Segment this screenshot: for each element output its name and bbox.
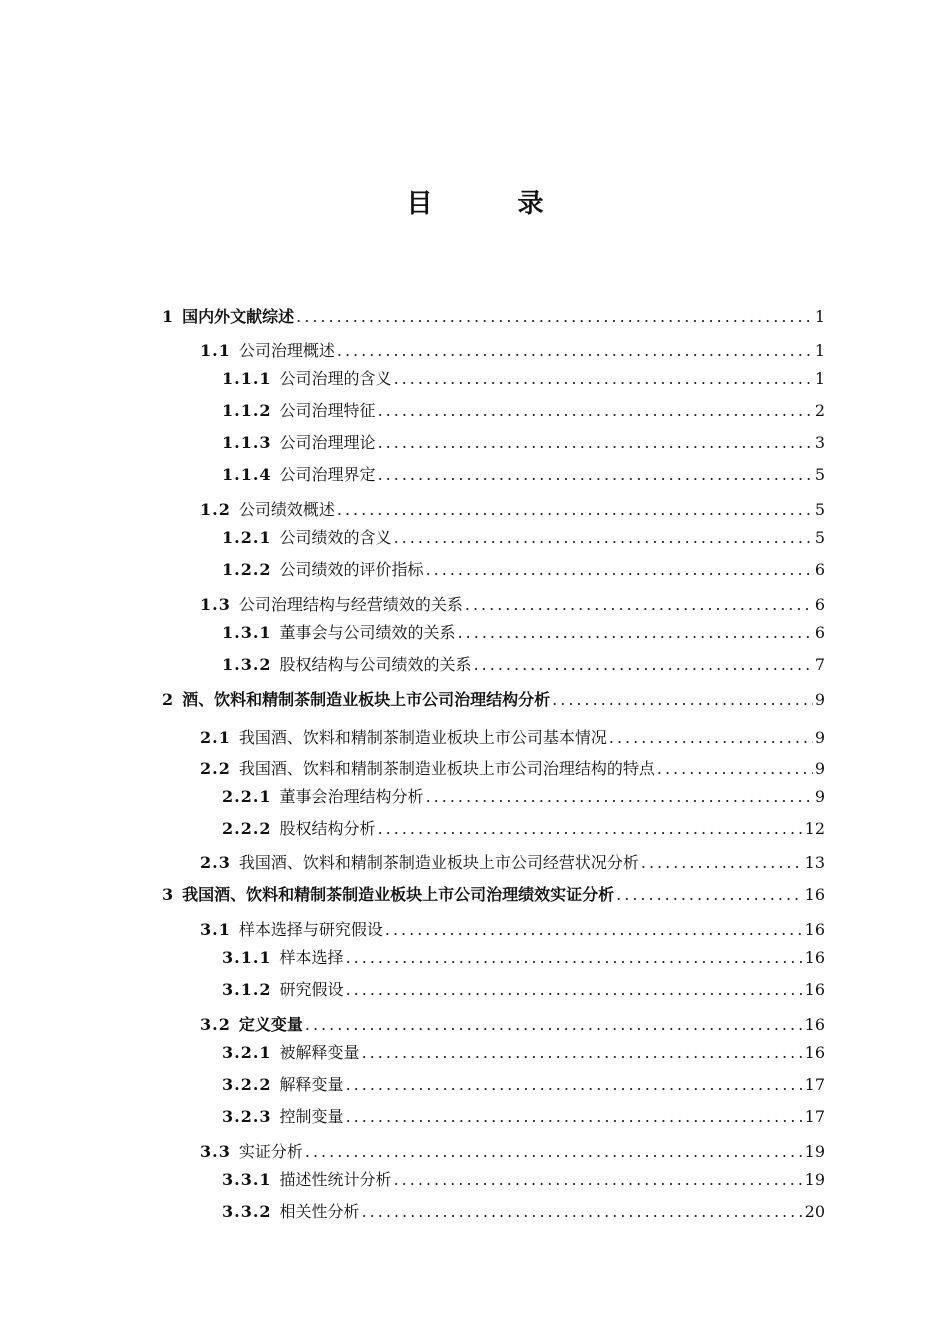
toc-leader-dots bbox=[305, 1014, 803, 1036]
toc-entry-label: 公司治理界定 bbox=[279, 465, 376, 484]
toc-title: 目 录 bbox=[406, 189, 582, 219]
toc-entry-page: 16 bbox=[804, 980, 825, 999]
toc-leader-dots bbox=[394, 1169, 803, 1191]
toc-entry-page: 13 bbox=[804, 853, 825, 872]
toc-entry-page: 5 bbox=[814, 500, 825, 519]
toc-entry[interactable] bbox=[222, 400, 825, 422]
toc-entry-page: 20 bbox=[804, 1202, 825, 1221]
toc-leader-dots bbox=[305, 1141, 803, 1163]
toc-leader-dots bbox=[346, 979, 803, 1001]
toc-entry-page: 9 bbox=[814, 728, 825, 747]
toc-leader-dots bbox=[346, 947, 803, 969]
toc-entry-label: 公司绩效概述 bbox=[238, 500, 335, 519]
toc-leader-dots bbox=[465, 594, 813, 616]
toc-entry-number: 1.1.4 bbox=[222, 465, 272, 484]
toc-entry-label: 描述性统计分析 bbox=[279, 1170, 392, 1189]
toc-entry[interactable] bbox=[222, 654, 825, 676]
toc-entry[interactable] bbox=[222, 818, 825, 840]
toc-entry-page: 5 bbox=[814, 465, 825, 484]
toc-entry-label: 我国酒、饮料和精制茶制造业板块上市公司基本情况 bbox=[238, 728, 607, 747]
toc-entry-label: 酒、饮料和精制茶制造业板块上市公司治理结构分析 bbox=[182, 690, 551, 709]
toc-entry-page: 2 bbox=[814, 401, 825, 420]
toc-entry-page: 6 bbox=[814, 595, 825, 614]
toc-entry[interactable] bbox=[222, 1074, 825, 1096]
toc-entry-page: 16 bbox=[804, 920, 825, 939]
toc-entry[interactable] bbox=[200, 1141, 825, 1163]
toc-entry-page: 19 bbox=[804, 1142, 825, 1161]
toc-entry[interactable] bbox=[200, 499, 825, 521]
toc-leader-dots bbox=[296, 306, 813, 328]
toc-entry-page: 9 bbox=[814, 759, 825, 778]
toc-entry-label: 公司治理结构与经营绩效的关系 bbox=[238, 595, 463, 614]
toc-entry[interactable] bbox=[162, 306, 825, 328]
toc-leader-dots bbox=[641, 852, 803, 874]
toc-entry[interactable] bbox=[222, 559, 825, 581]
toc-entry-number: 3.2.1 bbox=[222, 1043, 272, 1062]
toc-entry-label: 公司绩效的含义 bbox=[279, 528, 392, 547]
toc-leader-dots bbox=[378, 400, 813, 422]
toc-entry-number: 2.3 bbox=[200, 853, 231, 872]
toc-entry-number: 2.1 bbox=[200, 728, 231, 747]
toc-leader-dots bbox=[394, 527, 813, 549]
toc-entry-label: 我国酒、饮料和精制茶制造业板块上市公司治理绩效实证分析 bbox=[182, 885, 615, 904]
toc-leader-dots bbox=[362, 1042, 803, 1064]
toc-leader-dots bbox=[394, 368, 813, 390]
toc-entry-page: 3 bbox=[814, 433, 825, 452]
toc-entry-number: 3.2.3 bbox=[222, 1107, 272, 1126]
toc-entry-label: 我国酒、饮料和精制茶制造业板块上市公司治理结构的特点 bbox=[238, 759, 655, 778]
toc-entry[interactable] bbox=[200, 340, 825, 362]
toc-entry-number: 1.3 bbox=[200, 595, 231, 614]
toc-entry-number: 3.3.2 bbox=[222, 1202, 272, 1221]
toc-entry-page: 9 bbox=[814, 690, 825, 709]
toc-entry[interactable] bbox=[222, 464, 825, 486]
toc-entry[interactable] bbox=[162, 884, 825, 906]
toc-entry-page: 1 bbox=[814, 369, 825, 388]
toc-leader-dots bbox=[426, 559, 813, 581]
toc-entry-number: 2 bbox=[162, 690, 175, 709]
toc-leader-dots bbox=[474, 654, 813, 676]
toc-leader-dots bbox=[609, 727, 813, 749]
toc-entry-label: 定义变量 bbox=[238, 1015, 303, 1034]
toc-entry-number: 1.2.2 bbox=[222, 560, 272, 579]
toc-entry-page: 6 bbox=[814, 560, 825, 579]
toc-entry[interactable] bbox=[222, 979, 825, 1001]
toc-entry[interactable] bbox=[222, 947, 825, 969]
toc-entry-label: 实证分析 bbox=[238, 1142, 303, 1161]
toc-entry-label: 相关性分析 bbox=[279, 1202, 360, 1221]
toc-entry-label: 解释变量 bbox=[279, 1075, 344, 1094]
toc-entry-number: 3.3.1 bbox=[222, 1170, 272, 1189]
toc-entry-number: 1.3.1 bbox=[222, 623, 272, 642]
toc-entry-label: 公司治理特征 bbox=[279, 401, 376, 420]
toc-leader-dots bbox=[346, 1074, 803, 1096]
toc-entry-label: 股权结构分析 bbox=[279, 819, 376, 838]
toc-entry-number: 1.2.1 bbox=[222, 528, 272, 547]
toc-entry-label: 样本选择 bbox=[279, 948, 344, 967]
toc-leader-dots bbox=[458, 622, 813, 644]
toc-entry[interactable] bbox=[200, 758, 825, 780]
toc-entry-page: 7 bbox=[814, 655, 825, 674]
toc-entry[interactable] bbox=[200, 727, 825, 749]
toc-entry-label: 国内外文献综述 bbox=[182, 307, 295, 326]
toc-entry[interactable] bbox=[200, 919, 825, 941]
toc-entry-label: 控制变量 bbox=[279, 1107, 344, 1126]
toc-entry[interactable] bbox=[222, 1106, 825, 1128]
toc-entry-page: 1 bbox=[814, 307, 825, 326]
toc-entry-label: 我国酒、饮料和精制茶制造业板块上市公司经营状况分析 bbox=[238, 853, 639, 872]
toc-leader-dots bbox=[657, 758, 813, 780]
toc-entry-number: 3.1.1 bbox=[222, 948, 272, 967]
toc-entry-page: 17 bbox=[804, 1075, 825, 1094]
toc-entry-label: 公司治理概述 bbox=[238, 341, 335, 360]
toc-entry-label: 被解释变量 bbox=[279, 1043, 360, 1062]
toc-leader-dots bbox=[552, 689, 813, 711]
toc-leader-dots bbox=[385, 919, 803, 941]
toc-entry[interactable] bbox=[222, 1201, 825, 1223]
toc-entry-number: 3 bbox=[162, 885, 175, 904]
toc-entry-label: 研究假设 bbox=[279, 980, 344, 999]
toc-entry-label: 公司治理的含义 bbox=[279, 369, 392, 388]
toc-entry-page: 16 bbox=[804, 1015, 825, 1034]
toc-leader-dots bbox=[337, 499, 813, 521]
toc-entry-number: 1 bbox=[162, 307, 175, 326]
toc-leader-dots bbox=[362, 1201, 803, 1223]
toc-entry-label: 董事会与公司绩效的关系 bbox=[279, 623, 456, 642]
toc-entry[interactable] bbox=[222, 1169, 825, 1191]
toc-entry-page: 16 bbox=[804, 885, 825, 904]
toc-leader-dots bbox=[346, 1106, 803, 1128]
toc-entry-number: 3.1 bbox=[200, 920, 231, 939]
toc-entry-number: 1.3.2 bbox=[222, 655, 272, 674]
toc-entry-number: 2.2 bbox=[200, 759, 231, 778]
toc-entry-page: 16 bbox=[804, 1043, 825, 1062]
toc-entry-page: 9 bbox=[814, 787, 825, 806]
toc-entry[interactable] bbox=[200, 1014, 825, 1036]
toc-entry-label: 样本选择与研究假设 bbox=[238, 920, 383, 939]
toc-entry[interactable] bbox=[222, 622, 825, 644]
toc-entry-number: 1.1 bbox=[200, 341, 231, 360]
toc-entry-page: 5 bbox=[814, 528, 825, 547]
toc-entry-number: 1.1.2 bbox=[222, 401, 272, 420]
toc-entry-number: 1.2 bbox=[200, 500, 231, 519]
toc-entry[interactable] bbox=[222, 368, 825, 390]
toc-entry-label: 股权结构与公司绩效的关系 bbox=[279, 655, 472, 674]
toc-entry-page: 6 bbox=[814, 623, 825, 642]
toc-leader-dots bbox=[337, 340, 813, 362]
toc-entry-number: 3.2 bbox=[200, 1015, 231, 1034]
toc-entry-number: 2.2.2 bbox=[222, 819, 272, 838]
toc-entry-number: 1.1.1 bbox=[222, 369, 272, 388]
toc-entry-label: 董事会治理结构分析 bbox=[279, 787, 424, 806]
toc-entry-label: 公司绩效的评价指标 bbox=[279, 560, 424, 579]
toc-leader-dots bbox=[378, 464, 813, 486]
toc-entry-number: 3.3 bbox=[200, 1142, 231, 1161]
toc-leader-dots bbox=[378, 432, 813, 454]
toc-entry-number: 3.2.2 bbox=[222, 1075, 272, 1094]
toc-entry-number: 1.1.3 bbox=[222, 433, 272, 452]
toc-entry[interactable] bbox=[222, 432, 825, 454]
toc-entry[interactable] bbox=[162, 689, 825, 711]
toc-leader-dots bbox=[378, 818, 803, 840]
toc-entry-page: 12 bbox=[804, 819, 825, 838]
toc-entry-number: 2.2.1 bbox=[222, 787, 272, 806]
toc-entry-page: 19 bbox=[804, 1170, 825, 1189]
toc-entry[interactable] bbox=[222, 1042, 825, 1064]
toc-entry-page: 1 bbox=[814, 341, 825, 360]
toc-leader-dots bbox=[616, 884, 802, 906]
toc-leader-dots bbox=[426, 786, 813, 808]
toc-entry[interactable] bbox=[222, 527, 825, 549]
toc-entry-page: 16 bbox=[804, 948, 825, 967]
toc-entry-label: 公司治理理论 bbox=[279, 433, 376, 452]
toc-entry[interactable] bbox=[200, 852, 825, 874]
toc-entry[interactable] bbox=[200, 594, 825, 616]
toc-entry[interactable] bbox=[222, 786, 825, 808]
toc-entry-number: 3.1.2 bbox=[222, 980, 272, 999]
toc-entry-page: 17 bbox=[804, 1107, 825, 1126]
